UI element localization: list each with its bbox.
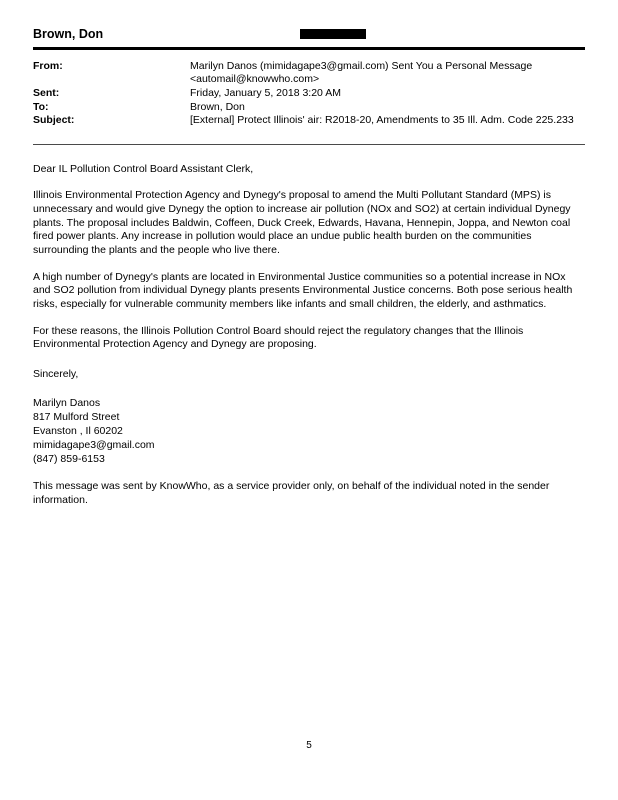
from-line-1: Marilyn Danos (mimidagape3@gmail.com) Sent You a Personal Message [190, 59, 533, 72]
field-value-sent [190, 87, 585, 101]
email-body [33, 163, 585, 508]
signature-block [33, 396, 585, 467]
redaction-bar [300, 29, 366, 39]
field-value-subject [190, 114, 585, 128]
signature-email: mimidagape3@gmail.com [33, 439, 155, 452]
field-label-sent: Sent: [33, 86, 60, 99]
page-number: 5 [306, 740, 312, 751]
signature-phone: (847) 859-6153 [33, 453, 105, 466]
field-label-to: To: [33, 100, 49, 113]
sent-line-1: Friday, January 5, 2018 3:20 AM [190, 86, 341, 99]
body-paragraph-2: A high number of Dynegy's plants are located in Environmental Justice communities so a potential increase in NOx and SO2 pollution from individual Dynegy plants presents Environmental Justice concerns. Both pose serious health risks, especially for vulnerable community members like infants and small children, the elderly, and asthmatics. [33, 270, 573, 310]
field-label-subject: Subject: [33, 114, 75, 127]
header-divider [33, 144, 585, 145]
field-row-subject [33, 114, 585, 128]
subject-line-1: [External] Protect Illinois' air: R2018-20, Amendments to 35 Ill. Adm. Code 225.233 [190, 114, 574, 127]
email-header-fields [33, 60, 585, 128]
to-line-1: Brown, Don [190, 100, 245, 113]
field-value-from [190, 60, 585, 87]
closing: Sincerely, [33, 367, 79, 380]
salutation: Dear IL Pollution Control Board Assistant Clerk, [33, 162, 254, 175]
field-value-to [190, 101, 585, 115]
from-line-2: <automail@knowwho.com> [190, 73, 320, 86]
field-row-from [33, 60, 585, 87]
body-paragraph-1: Illinois Environmental Protection Agency and Dynegy's proposal to amend the Multi Pollutant Standard (MPS) is unnecessary and would give Dynegy the option to increase air pollution (NOx and SO2) at certain individual Dynegy plants. The proposal includes Baldwin, Coffeen, Duck Creek, Edwards, Havana, Hennepin, Joppa, and Newton coal fired power plants. Any increase in pollution would place an undue public health burden on the communities surrounding the plants and the people who live there. [33, 189, 571, 257]
field-label-from: From: [33, 59, 63, 72]
signature-city: Evanston , Il 60202 [33, 424, 123, 437]
disclaimer: This message was sent by KnowWho, as a service provider only, on behalf of the individual noted in the sender information. [33, 480, 550, 507]
field-row-to [33, 101, 585, 115]
field-row-sent [33, 87, 585, 101]
signature-name: Marilyn Danos [33, 396, 101, 409]
document-header [33, 26, 585, 50]
body-paragraph-3: For these reasons, the Illinois Pollution Control Board should reject the regulatory changes that the Illinois Environmental Protection Agency and Dynegy are proposing. [33, 324, 524, 351]
recipient-name: Brown, Don [33, 27, 104, 41]
signature-street: 817 Mulford Street [33, 410, 120, 423]
